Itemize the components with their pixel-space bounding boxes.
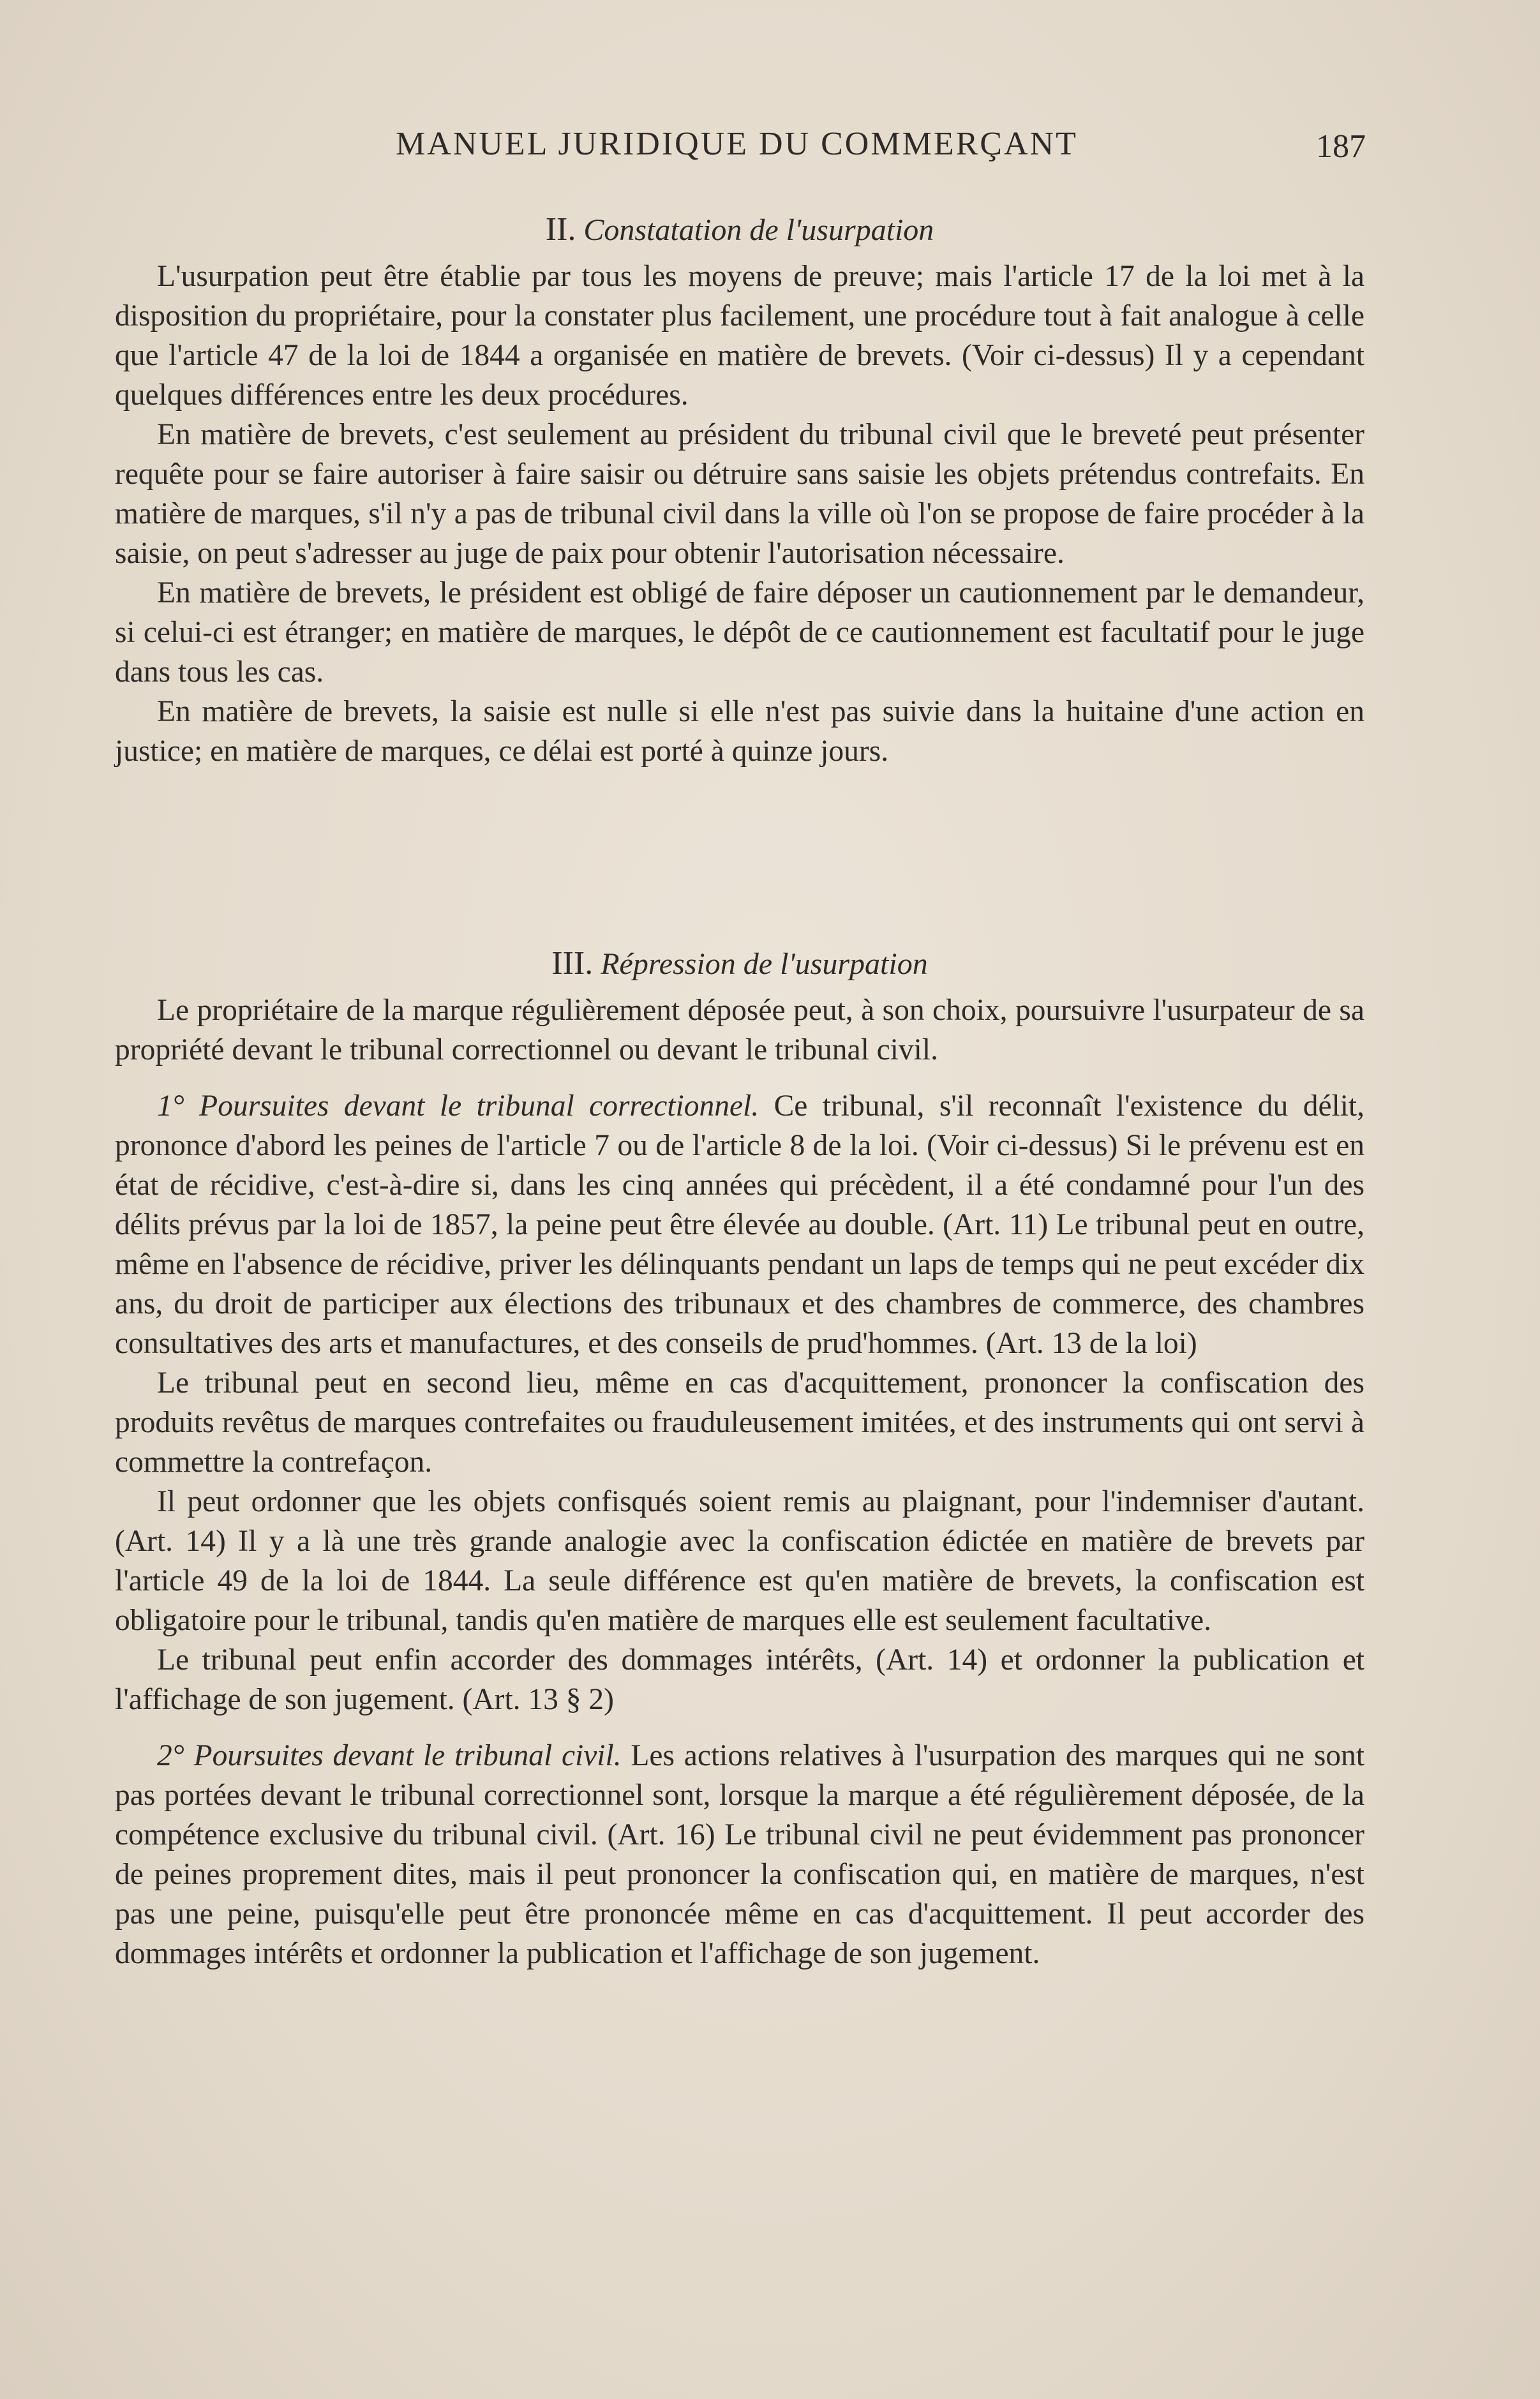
running-head [115,125,1366,170]
running-title: MANUEL JURIDIQUE DU COMMERÇANT [396,126,1078,162]
paragraph: Le tribunal peut en second lieu, même en cas d'acquittement, prononcer la confiscation des produits revêtus de marques contrefaites ou frauduleusement imitées, et des instruments qui ont servi à commettre la contrefaçon. [115,1366,1364,1479]
subsection-text: Les actions relatives à l'usurpation des marques qui ne sont pas portées devant le tribunal correctionnel sont, lorsque la marque a été régulièrement déposée, de la compétence exclusive du tribunal civil. (Art. 16) Le tribunal civil ne peut évidemment pas prononcer de peines proprement dites, mais il peut prononcer la confiscation qui, en matière de marques, n'est pas une peine, puisqu'elle peut être prononcée même en cas d'acquittement. Il peut accorder des dommages intérêts et ordonner la publication et l'affichage de son jugement. [115,1739,1364,1970]
paragraph: Il peut ordonner que les objets confisqués soient remis au plaignant, pour l'indemniser d'autant. (Art. 14) Il y a là une très grande analogie avec la confiscation édictée en matière de brevets par l'article 49 de la loi de 1844. La seule différence est qu'en matière de brevets, la confiscation est obligatoire pour le tribunal, tandis qu'en matière de marques elle est seulement facultative. [115,1485,1364,1637]
section-title: Répression de l'usurpation [601,947,928,981]
paragraph: Le propriétaire de la marque régulièrement déposée peut, à son choix, poursuivre l'usurpateur de sa propriété devant le tribunal correctionnel ou devant le tribunal civil. [115,994,1364,1066]
subsection-lead: 1° Poursuites devant le tribunal correctionnel. [157,1089,759,1123]
paragraph: En matière de brevets, le président est obligé de faire déposer un cautionnement par le demandeur, si celui-ci est étranger; en matière de marques, le dépôt de ce cautionnement est facultatif pour le juge dans tous les cas. [115,576,1364,689]
paragraph-civil [115,1736,1364,1973]
paragraph: En matière de brevets, c'est seulement au président du tribunal civil que le breveté peut présenter requête pour se faire autoriser à faire saisir ou détruire sans saisie les objets prétendus contrefaits. En matière de marques, s'il n'y a pas de tribunal civil dans la ville où l'on se propose de faire procéder à la saisie, on peut s'adresser au juge de paix pour obtenir l'autorisation nécessaire. [115,418,1364,570]
paragraph: En matière de brevets, la saisie est nulle si elle n'est pas suivie dans la huitaine d'une action en justice; en matière de marques, ce délai est porté à quinze jours. [115,695,1364,768]
section-constatation [115,211,1364,771]
subsection-text: Ce tribunal, s'il reconnaît l'existence du délit, prononce d'abord les peines de l'article 7 ou de l'article 8 de la loi. (Voir ci-dessus) Si le prévenu est en état de récidive, c'est-à-dire si, dans les cinq années qui précèdent, il a été condamné pour l'un des délits prévus par la loi de 1857, la peine peut être élevée au double. (Art. 11) Le tribunal peut en outre, même en l'absence de récidive, priver les délinquants pendant un laps de temps qui ne peut excéder dix ans, du droit de participer aux élections des tribunaux et des chambres de commerce, des chambres consultatives des arts et manufactures, et des conseils de prud'hommes. (Art. 13 de la loi) [115,1089,1365,1360]
section-heading [115,945,1364,983]
spacer [115,1719,1364,1736]
paragraph: L'usurpation peut être établie par tous les moyens de preuve; mais l'article 17 de la loi met à la disposition du propriétaire, pour la constater plus facilement, une procédure tout à fait analogue à celle que l'article 47 de la loi de 1844 a organisée en matière de brevets. (Voir ci-dessus) Il y a cependant quelques différences entre les deux procédures. [115,260,1364,412]
section-heading [115,211,1364,249]
page-number: 187 [1316,128,1366,165]
section-number: III. [551,945,594,982]
paragraph-correctionnel [115,1086,1364,1363]
paragraph: Le tribunal peut enfin accorder des dommages intérêts, (Art. 14) et ordonner la publication et l'affichage de son jugement. (Art. 13 § 2) [115,1643,1364,1716]
spacer [115,1070,1364,1086]
section-title: Constatation de l'usurpation [583,213,934,247]
subsection-lead: 2° Poursuites devant le tribunal civil. [157,1739,622,1772]
section-number: II. [545,211,576,248]
section-repression [115,945,1364,1973]
